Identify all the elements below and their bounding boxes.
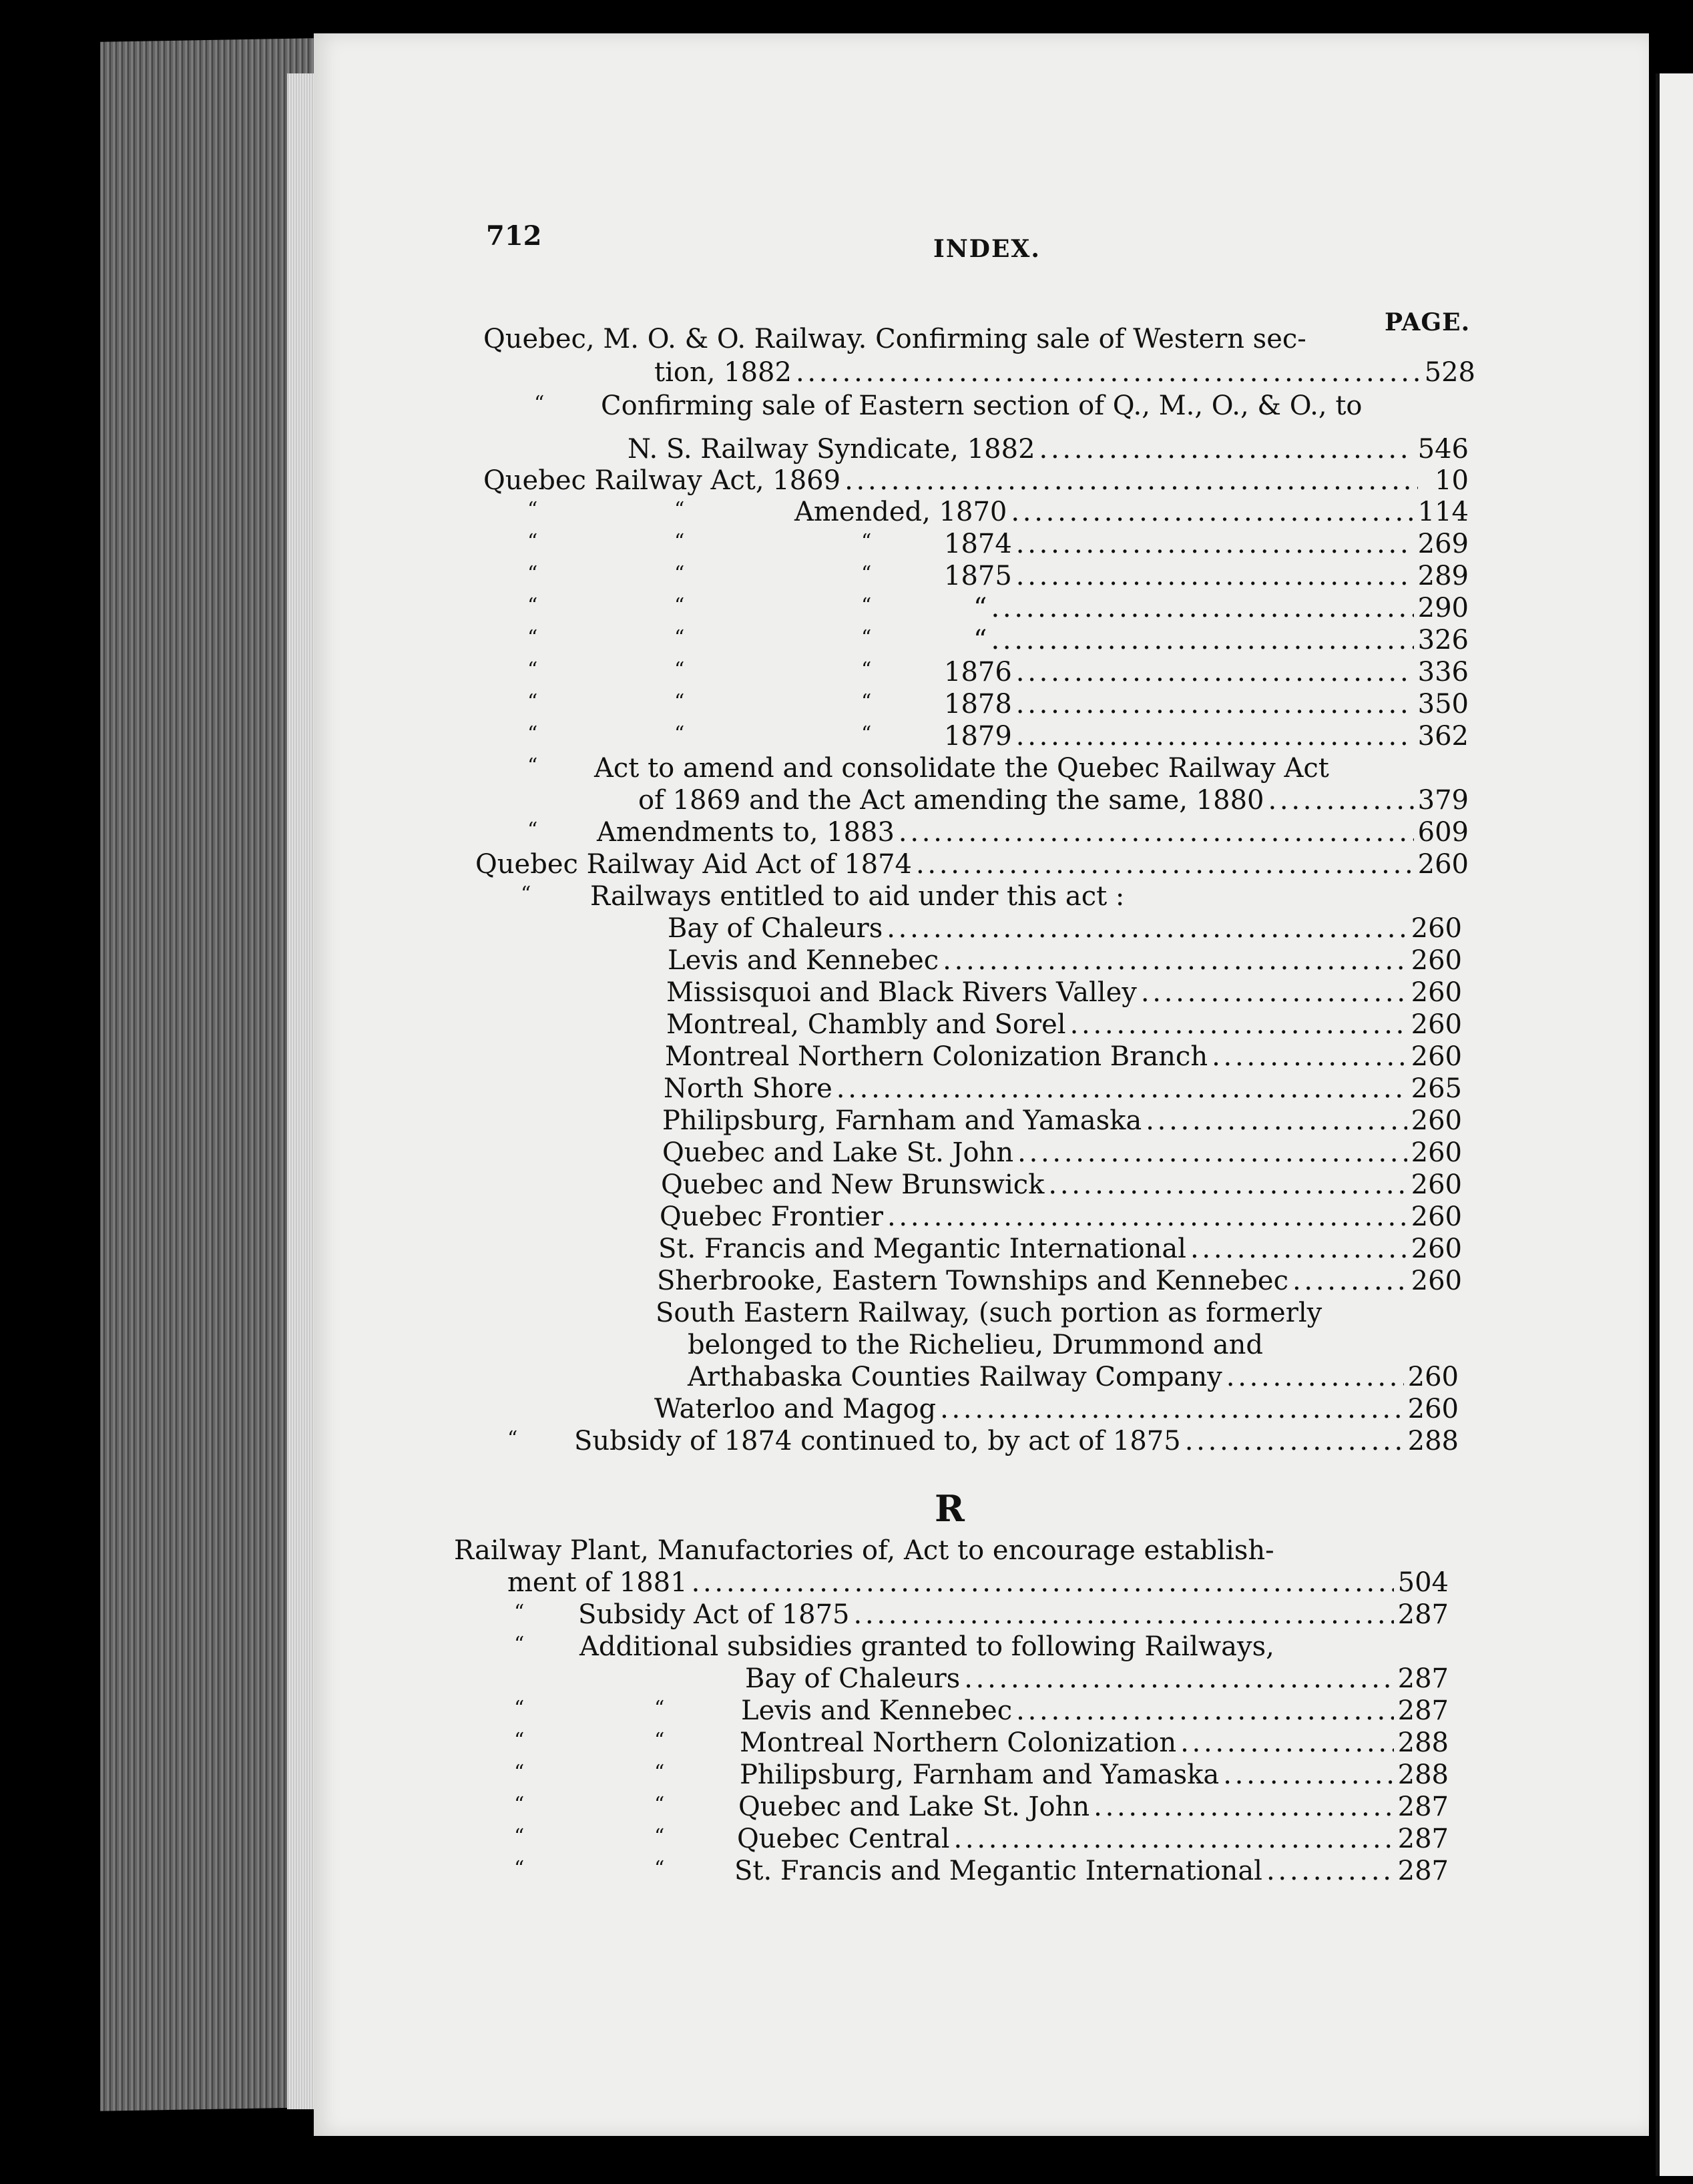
index-entry (944, 721, 1469, 753)
index-entry (973, 625, 1469, 657)
index-entry (454, 1535, 1449, 1567)
entry-text: St. Francis and Megantic International (658, 1234, 1186, 1264)
ditto-mark: “ (514, 1729, 525, 1752)
entry-page-number: 269 (1417, 529, 1469, 559)
entry-page-number: 260 (1417, 849, 1469, 880)
ditto-mark: “ (507, 1427, 518, 1450)
entry-text: 1874 (944, 529, 1012, 559)
entry-page-number: 114 (1417, 497, 1469, 527)
index-entry (579, 1631, 1449, 1663)
ditto-mark: “ (674, 722, 685, 746)
entry-text: Quebec, M. O. & O. Railway. Confirming sale of Western sec- (483, 324, 1306, 354)
index-entry (590, 881, 1469, 913)
entry-page-number: 287 (1397, 1792, 1449, 1822)
entry-text: Subsidy Act of 1875 (578, 1599, 850, 1630)
entry-page-number: 528 (1424, 357, 1475, 388)
dot-leader (1016, 529, 1414, 559)
ditto-mark: “ (527, 530, 538, 553)
entry-page-number: 336 (1417, 657, 1469, 688)
entry-page-number: 287 (1397, 1856, 1449, 1886)
dot-leader (1190, 1234, 1407, 1264)
ditto-mark: “ (527, 722, 538, 746)
ditto-mark: “ (514, 1601, 525, 1624)
index-entry (594, 753, 1469, 785)
entry-text: Montreal Northern Colonization Branch (665, 1041, 1208, 1072)
entry-text: Quebec Frontier (660, 1201, 883, 1232)
entry-text: Quebec and Lake St. John (738, 1792, 1090, 1822)
dot-leader (887, 1201, 1407, 1232)
ditto-mark: “ (674, 530, 685, 553)
ditto-mark: “ (654, 1793, 665, 1816)
dot-leader (1016, 657, 1414, 688)
index-entry (734, 1856, 1449, 1888)
index-entry (664, 1073, 1462, 1105)
ditto-mark: “ (861, 594, 872, 617)
entry-text: belonged to the Richelieu, Drummond and (688, 1330, 1263, 1360)
entry-page-number: 260 (1411, 1137, 1462, 1168)
dot-leader (1048, 1169, 1407, 1200)
index-entry (794, 497, 1469, 529)
entry-text: Philipsburg, Farnham and Yamaska (662, 1105, 1142, 1136)
index-entry (628, 434, 1469, 466)
dot-leader (916, 849, 1414, 880)
ditto-mark: “ (527, 498, 538, 521)
index-entry (661, 1169, 1462, 1201)
dot-leader (1016, 1695, 1393, 1726)
index-entry (741, 1695, 1449, 1727)
entry-page-number: 260 (1411, 1169, 1462, 1200)
dot-leader (991, 593, 1413, 623)
dot-leader (1180, 1727, 1394, 1758)
index-entry (666, 1009, 1462, 1041)
index-entry (665, 1041, 1462, 1073)
entry-text: Waterloo and Magog (654, 1394, 937, 1424)
entry-page-number: 260 (1411, 1234, 1462, 1264)
entry-text: 1879 (944, 721, 1012, 752)
ditto-mark: “ (521, 882, 531, 906)
entry-text: Act to amend and consolidate the Quebec Railway Act (594, 753, 1329, 784)
index-entry (944, 689, 1469, 721)
dot-leader (853, 1599, 1393, 1630)
entry-page-number: 260 (1411, 1201, 1462, 1232)
ditto-mark: “ (527, 658, 538, 681)
ditto-mark: “ (527, 690, 538, 714)
dot-leader (964, 1663, 1393, 1694)
page-number: 712 (486, 220, 542, 252)
index-entry (745, 1663, 1449, 1695)
index-entry (483, 324, 1482, 356)
index-entry (662, 1105, 1462, 1137)
entry-text: of 1869 and the Act amending the same, 1880 (638, 785, 1264, 816)
entry-text: Bay of Chaleurs (745, 1663, 961, 1694)
dot-leader (1185, 1426, 1404, 1456)
index-entry (688, 1330, 1459, 1362)
index-entry (574, 1426, 1459, 1458)
entry-text: Missisquoi and Black Rivers Valley (666, 977, 1137, 1008)
dot-leader (836, 1073, 1407, 1104)
entry-text: N. S. Railway Syndicate, 1882 (628, 434, 1035, 465)
index-entry (944, 657, 1469, 689)
dot-leader (887, 913, 1407, 944)
index-entry (944, 561, 1469, 593)
ditto-mark: “ (514, 1793, 525, 1816)
index-entry (654, 1394, 1459, 1426)
dot-leader (1268, 785, 1413, 816)
dot-leader (1292, 1266, 1407, 1296)
index-entry (688, 1362, 1459, 1394)
index-entry (668, 913, 1462, 945)
entry-text: North Shore (664, 1073, 832, 1104)
ditto-mark: “ (861, 722, 872, 746)
index-entry (662, 1137, 1462, 1169)
dot-leader (1017, 1137, 1407, 1168)
ditto-mark: “ (654, 1761, 665, 1784)
entry-text: Quebec Railway Act, 1869 (483, 465, 841, 496)
entry-text: Philipsburg, Farnham and Yamaska (740, 1759, 1220, 1790)
ditto-mark: “ (534, 392, 545, 415)
ditto-mark: “ (527, 626, 538, 649)
entry-text: Bay of Chaleurs (668, 913, 883, 944)
entry-page-number: 289 (1417, 561, 1469, 591)
ditto-mark: “ (674, 562, 685, 585)
entry-text: “ (973, 625, 987, 655)
section-letter: R (935, 1487, 965, 1530)
entry-text: Sherbrooke, Eastern Townships and Kennebec (657, 1266, 1288, 1296)
facing-page-edge (1656, 73, 1693, 2176)
entry-page-number: 350 (1417, 689, 1469, 720)
ditto-mark: “ (674, 594, 685, 617)
ditto-mark: “ (514, 1761, 525, 1784)
entry-page-number: 260 (1407, 1394, 1459, 1424)
entry-page-number: 260 (1411, 1266, 1462, 1296)
entry-text: Arthabaska Counties Railway Company (688, 1362, 1222, 1392)
ditto-mark: “ (527, 562, 538, 585)
entry-text: 1875 (944, 561, 1012, 591)
index-entry (738, 1792, 1449, 1824)
index-entry (507, 1567, 1449, 1599)
index-entry (740, 1759, 1449, 1792)
entry-page-number: 287 (1397, 1695, 1449, 1726)
dot-leader (1146, 1105, 1407, 1136)
entry-page-number: 10 (1435, 465, 1469, 496)
ditto-mark: “ (527, 594, 538, 617)
entry-page-number: 287 (1397, 1599, 1449, 1630)
entry-text: Amendments to, 1883 (597, 817, 895, 848)
ditto-mark: “ (861, 530, 872, 553)
entry-page-number: 379 (1417, 785, 1469, 816)
entry-page-number: 260 (1411, 1009, 1462, 1040)
index-entry (483, 465, 1469, 497)
entry-page-number: 287 (1397, 1663, 1449, 1694)
entry-page-number: 504 (1397, 1567, 1449, 1598)
entry-page-number: 288 (1397, 1727, 1449, 1758)
ditto-mark: “ (654, 1729, 665, 1752)
entry-text: Quebec Central (737, 1824, 950, 1854)
index-entry (660, 1201, 1462, 1234)
entry-page-number: 260 (1411, 1105, 1462, 1136)
dot-leader (1226, 1362, 1404, 1392)
dot-leader (1141, 977, 1407, 1008)
dot-leader (1212, 1041, 1407, 1072)
ditto-mark: “ (654, 1825, 665, 1848)
entry-text: Quebec Railway Aid Act of 1874 (475, 849, 912, 880)
index-entry (654, 357, 1475, 389)
dot-leader (943, 945, 1407, 976)
index-entry (657, 1266, 1462, 1298)
entry-text: Quebec and Lake St. John (662, 1137, 1014, 1168)
dot-leader (1094, 1792, 1394, 1822)
ditto-mark: “ (674, 658, 685, 681)
dot-leader (1223, 1759, 1393, 1790)
entry-page-number: 290 (1417, 593, 1469, 623)
ditto-mark: “ (654, 1697, 665, 1720)
entry-text: South Eastern Railway, (such portion as formerly (656, 1298, 1322, 1328)
index-entry (578, 1599, 1449, 1631)
dot-leader (1070, 1009, 1407, 1040)
ditto-mark: “ (514, 1697, 525, 1720)
ditto-mark: “ (654, 1857, 665, 1880)
entry-page-number: 288 (1407, 1426, 1459, 1456)
index-entry (666, 977, 1462, 1009)
dot-leader (991, 625, 1413, 655)
dot-leader (954, 1824, 1394, 1854)
ditto-mark: “ (527, 754, 538, 778)
ditto-mark: “ (527, 818, 538, 842)
entry-text: Confirming sale of Eastern section of Q., M., O., & O., to (601, 390, 1363, 421)
entry-text: 1876 (944, 657, 1012, 688)
ditto-mark: “ (674, 498, 685, 521)
entry-page-number: 326 (1417, 625, 1469, 655)
dot-leader (1039, 434, 1414, 465)
index-entry (973, 593, 1469, 625)
dot-leader (796, 357, 1421, 388)
dot-leader (1266, 1856, 1394, 1886)
entry-text: Railway Plant, Manufactories of, Act to encourage establish- (454, 1535, 1274, 1566)
index-entry (740, 1727, 1449, 1759)
ditto-mark: “ (514, 1633, 525, 1656)
dot-leader (899, 817, 1414, 848)
entry-page-number: 288 (1397, 1759, 1449, 1790)
entry-text: ment of 1881 (507, 1567, 688, 1598)
entry-page-number: 362 (1417, 721, 1469, 752)
entry-page-number: 546 (1417, 434, 1469, 465)
page-column-label: PAGE. (1385, 308, 1471, 336)
index-entry (638, 785, 1469, 817)
entry-page-number: 260 (1411, 945, 1462, 976)
entry-text: Additional subsidies granted to following Railways, (579, 1631, 1274, 1662)
running-head: INDEX. (933, 235, 1041, 263)
ditto-mark: “ (514, 1857, 525, 1880)
index-entry (737, 1824, 1449, 1856)
book-edge (100, 38, 314, 2111)
index-entry (668, 945, 1462, 977)
ditto-mark: “ (674, 690, 685, 714)
index-entry (658, 1234, 1462, 1266)
index-entry (656, 1298, 1459, 1330)
dot-leader (844, 465, 1418, 496)
entry-text: tion, 1882 (654, 357, 792, 388)
entry-page-number: 260 (1411, 1041, 1462, 1072)
index-entry (601, 390, 1475, 423)
dot-leader (940, 1394, 1404, 1424)
index-entry (475, 849, 1469, 881)
ditto-mark: “ (861, 690, 872, 714)
entry-text: Railways entitled to aid under this act : (590, 881, 1125, 912)
entry-text: 1878 (944, 689, 1012, 720)
dot-leader (1011, 497, 1413, 527)
ditto-mark: “ (861, 562, 872, 585)
entry-text: Subsidy of 1874 continued to, by act of 1875 (574, 1426, 1181, 1456)
ditto-mark: “ (674, 626, 685, 649)
index-entry (944, 529, 1469, 561)
entry-text: St. Francis and Megantic International (734, 1856, 1262, 1886)
ditto-mark: “ (861, 626, 872, 649)
entry-page-number: 265 (1411, 1073, 1462, 1104)
entry-text: Montreal, Chambly and Sorel (666, 1009, 1066, 1040)
entry-page-number: 260 (1407, 1362, 1459, 1392)
entry-text: Levis and Kennebec (741, 1695, 1013, 1726)
entry-text: “ (973, 593, 987, 623)
dot-leader (692, 1567, 1394, 1598)
entry-text: Montreal Northern Colonization (740, 1727, 1177, 1758)
entry-page-number: 260 (1411, 977, 1462, 1008)
ditto-mark: “ (861, 658, 872, 681)
entry-text: Levis and Kennebec (668, 945, 939, 976)
ditto-mark: “ (514, 1825, 525, 1848)
dot-leader (1016, 721, 1414, 752)
entry-page-number: 609 (1417, 817, 1469, 848)
dot-leader (1016, 561, 1414, 591)
entry-page-number: 260 (1411, 913, 1462, 944)
index-entry (597, 817, 1469, 849)
entry-text: Quebec and New Brunswick (661, 1169, 1045, 1200)
entry-page-number: 287 (1397, 1824, 1449, 1854)
dot-leader (1016, 689, 1414, 720)
entry-text: Amended, 1870 (794, 497, 1007, 527)
